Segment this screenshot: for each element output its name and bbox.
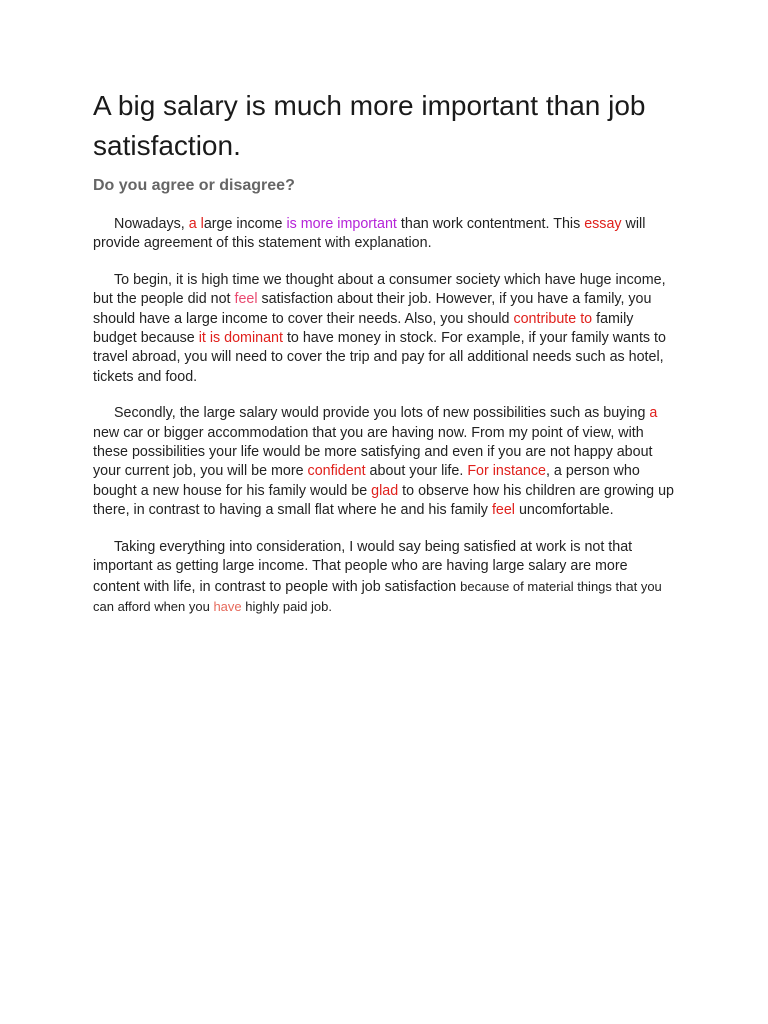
- highlighted-correction: is more important: [286, 216, 397, 232]
- text-segment: satisfaction about their job. However, if you have a family, you should have a large income to cover their needs. Also, you should: [93, 291, 652, 327]
- text-segment: Taking everything into consideration, I would say being satisfied at work is not that important as getting large income. That people who are having large salary are more content with life, in contrast to people with job satisfaction: [93, 538, 633, 595]
- paragraph-intro: [93, 215, 678, 254]
- text-segment: Secondly, the large salary would provide you lots of new possibilities such as buying: [114, 405, 650, 422]
- paragraph-body-1: [93, 271, 678, 387]
- paragraph-body-2: [93, 404, 678, 520]
- text-segment: To begin, it is high time we thought about a consumer society which have huge income, but the people did not: [93, 271, 666, 308]
- highlighted-correction: have: [213, 598, 242, 614]
- document-page: [93, 86, 678, 634]
- text-segment: , a person who bought a new house for his family would be: [93, 463, 640, 499]
- text-segment: uncomfortable.: [515, 502, 614, 519]
- essay-title: A big salary is much more important than job satisfaction.: [93, 90, 646, 161]
- highlighted-correction: glad: [371, 482, 399, 499]
- text-segment: to have money in stock. For example, if your family wants to travel abroad, you will need to cover the trip and pay for all additional needs such as hotel, tickets and food.: [93, 330, 666, 385]
- highlighted-correction: confident: [307, 463, 366, 480]
- highlighted-correction: it is dominant: [198, 330, 283, 347]
- essay-prompt: Do you agree or disagree?: [93, 177, 295, 194]
- text-segment: new car or bigger accommodation that you are having now. From my point of view, with these possibilities your life would be more satisfying and even if you are not happy about your current job, you will be more: [93, 424, 653, 480]
- text-segment: family budget because: [93, 310, 634, 347]
- text-segment: will provide agreement of this statement with explanation.: [93, 216, 646, 252]
- highlighted-correction: a: [649, 405, 658, 422]
- highlighted-correction: For instance: [467, 463, 546, 480]
- text-segment: highly paid job.: [241, 598, 332, 614]
- highlighted-correction: contribute to: [513, 310, 593, 327]
- text-segment: arge income: [203, 216, 287, 232]
- text-segment: Nowadays,: [114, 216, 189, 232]
- highlighted-correction: feel: [491, 502, 515, 519]
- text-segment: about your life.: [365, 463, 468, 480]
- highlighted-correction: essay: [584, 216, 622, 232]
- text-segment: than work contentment. This: [396, 216, 585, 232]
- highlighted-correction: feel: [234, 291, 258, 308]
- text-segment: because of material things that you can afford when you: [93, 578, 662, 614]
- highlighted-correction: a l: [188, 216, 204, 232]
- paragraph-conclusion: [93, 538, 678, 618]
- text-segment: to observe how his children are growing up there, in contrast to having a small flat where he and his family: [93, 482, 674, 519]
